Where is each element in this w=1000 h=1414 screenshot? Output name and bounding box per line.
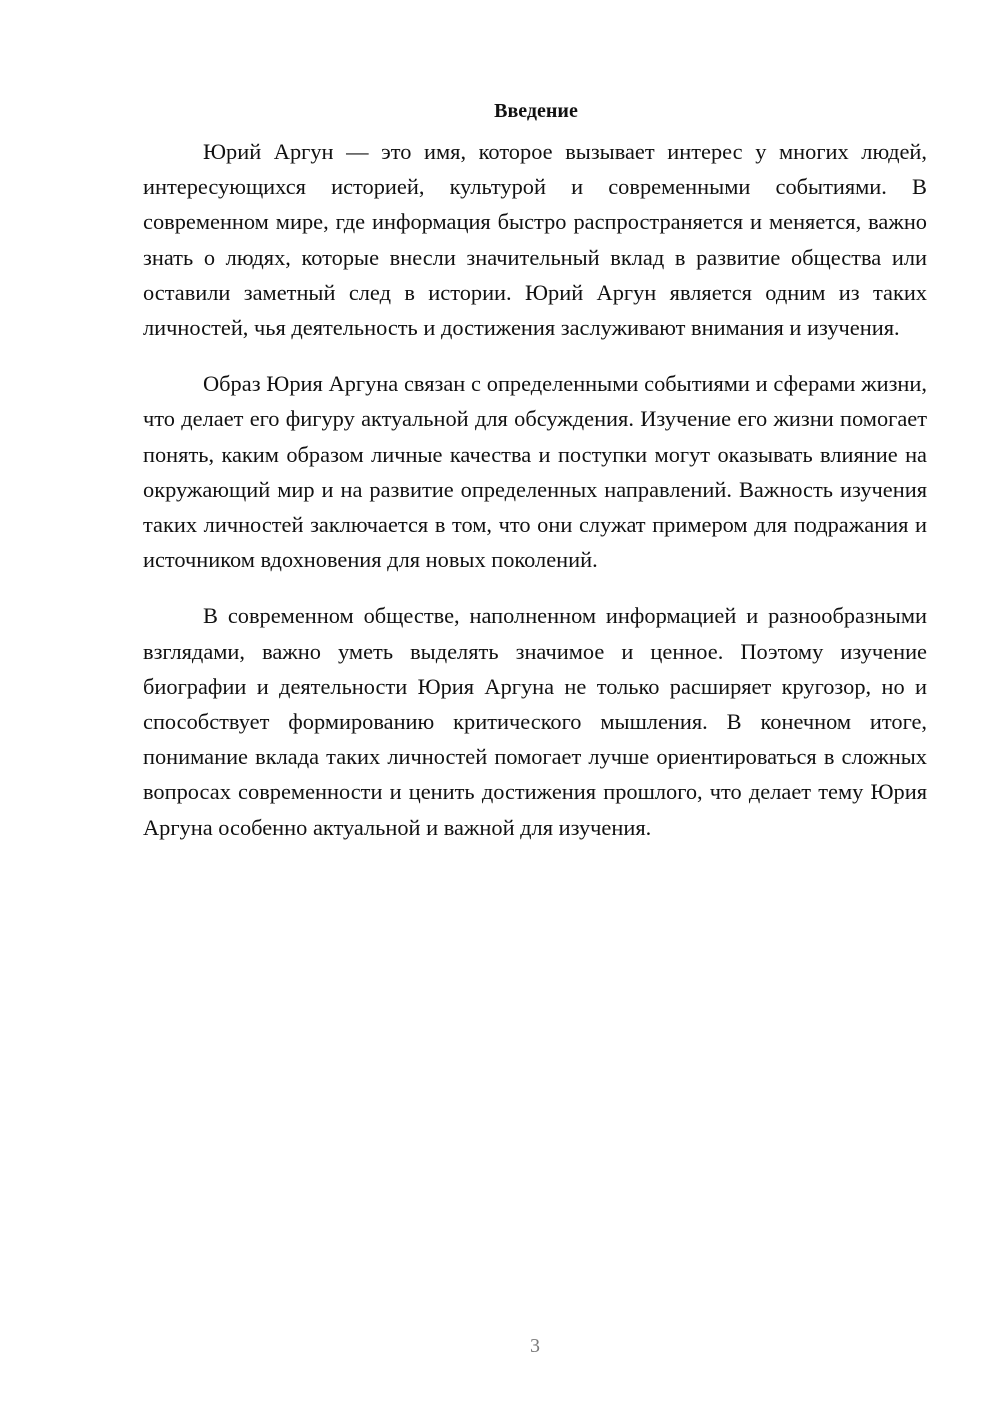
page-content — [143, 96, 927, 866]
paragraph-2: Образ Юрия Аргуна связан с определенными событиями и сферами жизни, что делает его фигуру актуальной для обсуждения. Изучение его жизни помогает понять, каким образом личные качества и поступки могут оказывать влияние на окружающий мир и на развитие определенных направлений. Важность изучения таких личностей заключается в том, что они служат примером для подражания и источником вдохновения для новых поколений. — [143, 371, 927, 573]
paragraph-3: В современном обществе, наполненном информацией и разнообразными взглядами, важно уметь выделять значимое и ценное. Поэтому изучение биографии и деятельности Юрия Аргуна не только расширяет кругозор, но и способствует формированию критического мышления. В конечном итоге, понимание вклада таких личностей помогает лучше ориентироваться в сложных вопросах современности и ценить достижения прошлого, что делает тему Юрия Аргуна особенно актуальной и важной для изучения. — [143, 603, 927, 840]
paragraph-1: Юрий Аргун — это имя, которое вызывает интерес у многих людей, интересующихся историей, культурой и современными событиями. В современном мире, где информация быстро распространяется и меняется, важно знать о людях, которые внесли значительный вклад в развитие общества или оставили заметный след в истории. Юрий Аргун является одним из таких личностей, чья деятельность и достижения заслуживают внимания и изучения. — [143, 139, 927, 341]
section-heading: Введение — [494, 100, 578, 122]
page-number: 3 — [530, 1335, 540, 1357]
